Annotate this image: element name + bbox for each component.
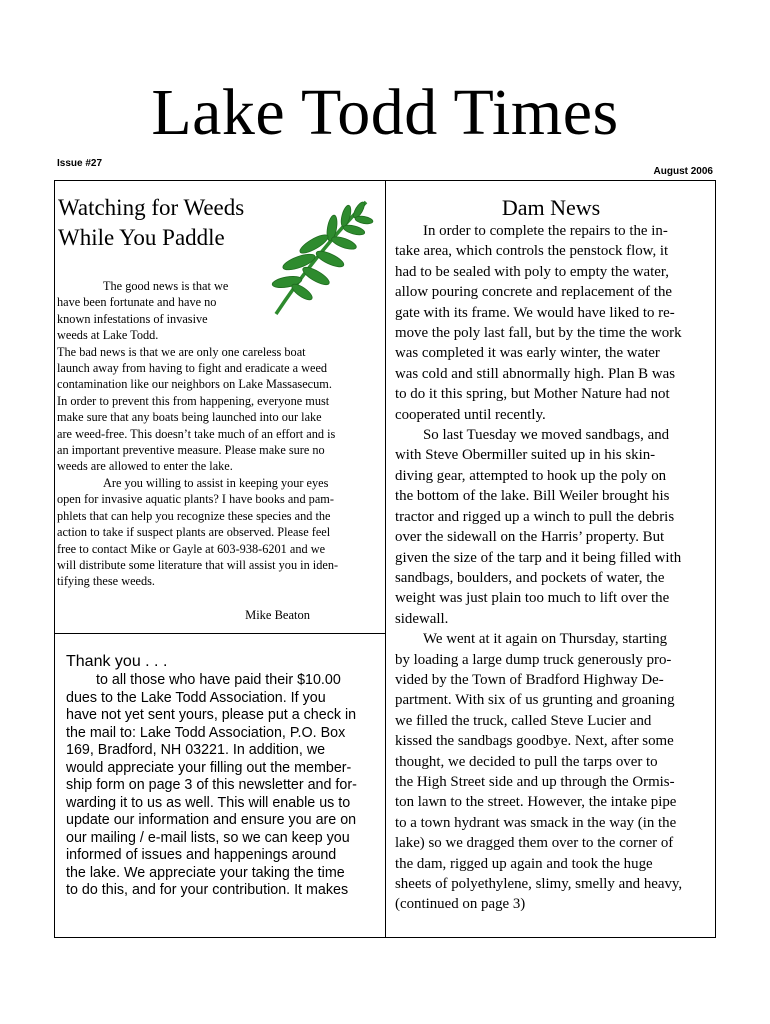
dam-line: sandbags, boulders, and pockets of water, the bbox=[395, 569, 665, 586]
weeds-article-body bbox=[57, 278, 379, 590]
dam-line: to do it this spring, but Mother Nature had not bbox=[395, 386, 670, 403]
thank-you-line: the mail to: Lake Todd Association, P.O. Box bbox=[66, 724, 346, 741]
dam-line: the bottom of the lake. Bill Weiler brought his bbox=[395, 488, 670, 505]
thank-you-line: ship form on page 3 of this newsletter and for- bbox=[66, 777, 357, 793]
thank-you-line: to all those who have paid their $10.00 bbox=[96, 672, 341, 688]
dam-line: by loading a large dump truck generously pro- bbox=[395, 651, 672, 668]
dam-line: In order to complete the repairs to the in- bbox=[423, 223, 668, 239]
weeds-line: will distribute some literature that will assist you in iden- bbox=[57, 557, 339, 572]
dam-line: the High Street side and up through the Ormis- bbox=[395, 773, 675, 790]
weeds-line: have been fortunate and have no bbox=[57, 295, 217, 310]
dam-line: take area, which controls the penstock flow, it bbox=[395, 243, 669, 260]
dam-line: sheets of polyethylene, slimy, smelly and heavy, bbox=[395, 876, 683, 892]
thank-you-line: informed of issues and happenings around bbox=[66, 847, 337, 863]
dam-line: had to be sealed with poly to empty the water, bbox=[395, 263, 669, 280]
dam-line: weight was just plain too much to lift over the bbox=[395, 590, 670, 607]
weeds-line: contamination like our neighbors on Lake Massasecum. bbox=[57, 377, 332, 392]
dam-line: allow pouring concrete and replacement of the bbox=[395, 284, 673, 301]
dam-news-body bbox=[395, 221, 713, 915]
dam-line: We went at it again on Thursday, starting bbox=[423, 631, 668, 648]
weeds-line: known infestations of invasive bbox=[57, 311, 208, 326]
dam-line: we filled the truck, called Steve Lucier and bbox=[395, 712, 652, 729]
issue-date: August 2006 bbox=[653, 166, 713, 177]
dam-line: to a town hydrant was smack in the way (in the bbox=[395, 814, 677, 831]
section-divider bbox=[54, 633, 386, 634]
dam-line: ton lawn to the street. However, the intake pipe bbox=[395, 794, 677, 811]
issue-number: Issue #27 bbox=[57, 158, 103, 169]
dam-line: tractor and rigged up a winch to pull the debris bbox=[395, 508, 675, 525]
dam-line: vided by the Town of Bradford Highway De- bbox=[395, 671, 664, 688]
thank-you-line: warding it to us as well. This will enable us to bbox=[66, 794, 351, 811]
weeds-headline-line-1: Watching for Weeds bbox=[58, 195, 245, 220]
thank-you-line: 169, Bradford, NH 03221. In addition, we bbox=[66, 742, 326, 758]
dam-line: thought, we decided to pull the tarps over to bbox=[395, 753, 658, 770]
weeds-line: make sure that any boats being launched into our lake bbox=[57, 410, 322, 425]
dam-line: sidewall. bbox=[395, 610, 449, 627]
weeds-line: action to take if suspect plants are observed. Please feel bbox=[57, 525, 331, 540]
thank-you-line: update our information and ensure you are on bbox=[66, 812, 357, 828]
column-divider bbox=[385, 180, 386, 938]
dam-line: diving gear, attempted to hook up the poly on bbox=[395, 467, 667, 484]
weeds-line: weeds are allowed to enter the lake. bbox=[57, 459, 233, 474]
weeds-line: tifying these weeds. bbox=[57, 574, 156, 589]
weeds-line: are weed-free. This doesn’t take much of an effort and is bbox=[57, 426, 336, 441]
weeds-headline-line-2: While You Paddle bbox=[58, 225, 225, 250]
dam-line: the dam, rigged up again and took the huge bbox=[395, 855, 653, 872]
dam-line: lake) so we dragged them over to the corner of bbox=[395, 835, 674, 852]
weeds-line: phlets that can help you recognize these species and the bbox=[57, 508, 331, 523]
thank-you-line: dues to the Lake Todd Association. If you bbox=[66, 689, 326, 706]
weeds-line: launch away from having to fight and eradicate a weed bbox=[57, 361, 328, 376]
dam-line: was cold and still abnormally high. Plan B was bbox=[395, 365, 675, 382]
dam-line: given the size of the tarp and it being filled with bbox=[395, 549, 682, 566]
dam-line: kissed the sandbags goodbye. Next, after some bbox=[395, 733, 674, 750]
weeds-line: weeds at Lake Todd. bbox=[57, 328, 159, 343]
thank-you-line: our mailing / e-mail lists, so we can keep you bbox=[66, 829, 350, 846]
dam-line: partment. With six of us grunting and groaning bbox=[395, 692, 675, 709]
newsletter-title: Lake Todd Times bbox=[151, 76, 619, 149]
dam-line: (continued on page 3) bbox=[395, 896, 526, 913]
weeds-headline bbox=[58, 193, 288, 253]
weeds-line: In order to prevent this from happening, everyone must bbox=[57, 393, 330, 408]
weeds-line: an important preventive measure. Please make sure no bbox=[57, 443, 325, 458]
thank-you-line: to do this, and for your contribution. It makes bbox=[66, 882, 349, 898]
thank-you-line: have not yet sent yours, please put a check in bbox=[66, 707, 357, 723]
weeds-byline: Mike Beaton bbox=[245, 608, 310, 622]
dam-line: was completed it was early winter, the water bbox=[395, 345, 660, 362]
dam-news-headline: Dam News bbox=[501, 195, 601, 220]
dam-line: over the sidewall on the Harris’ property. But bbox=[395, 529, 665, 546]
weeds-line: open for invasive aquatic plants? I have books and pam- bbox=[57, 492, 334, 507]
thank-you-line: would appreciate your filling out the member- bbox=[66, 759, 352, 776]
dam-line: with Steve Obermiller suited up in his skin- bbox=[395, 447, 656, 464]
weeds-line: The good news is that we bbox=[103, 279, 229, 293]
thank-you-box bbox=[66, 652, 381, 900]
dam-line: cooperated until recently. bbox=[395, 406, 546, 423]
thank-you-line: the lake. We appreciate your taking the time bbox=[66, 864, 345, 881]
thank-you-title: Thank you . . . bbox=[66, 653, 168, 670]
dam-line: So last Tuesday we moved sandbags, and bbox=[423, 427, 670, 444]
weeds-line: Are you willing to assist in keeping your eyes bbox=[103, 475, 329, 490]
weeds-line: The bad news is that we are only one careless boat bbox=[57, 344, 306, 359]
dam-line: gate with its frame. We would have liked to re- bbox=[395, 304, 675, 321]
weeds-line: free to contact Mike or Gayle at 603-938-6201 and we bbox=[57, 541, 326, 556]
dam-line: move the poly last fall, but by the time the work bbox=[395, 325, 682, 342]
